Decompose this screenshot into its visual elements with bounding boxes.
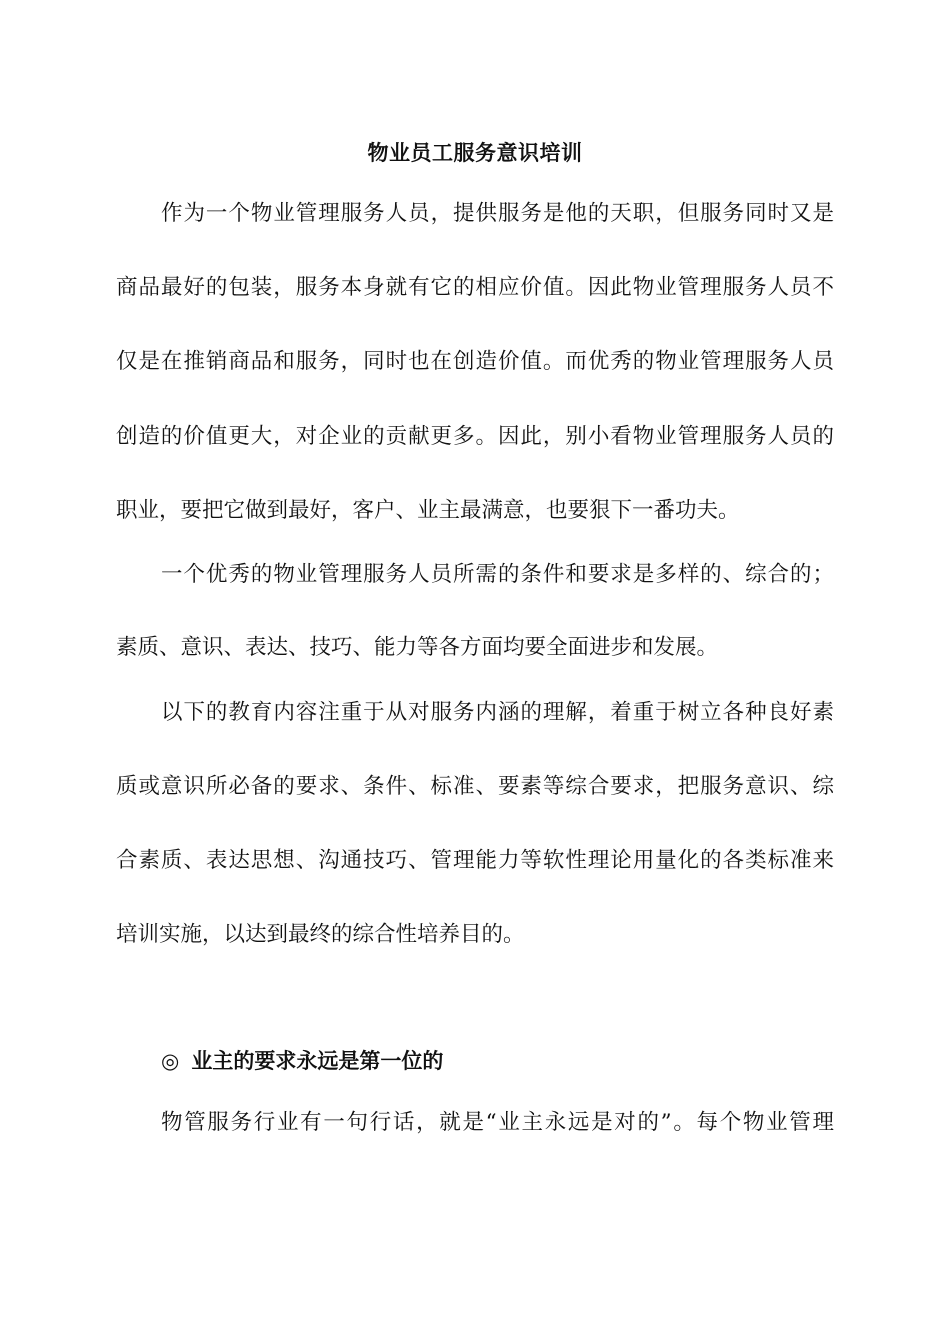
paragraph-3-line-3: 合素质、表达思想、沟通技巧、管理能力等软性理论用量化的各类标准来 (116, 848, 834, 873)
paragraph-1-line-4: 创造的价值更大，对企业的贡献更多。因此，别小看物业管理服务人员的 (116, 424, 834, 449)
document-title: 物业员工服务意识培训 (367, 141, 583, 165)
section-heading-text: 业主的要求永远是第一位的 (191, 1049, 444, 1073)
paragraph-3-line-1: 以下的教育内容注重于从对服务内涵的理解，着重于树立各种良好素 (161, 700, 834, 725)
paragraph-1-line-3: 仅是在推销商品和服务，同时也在创造价值。而优秀的物业管理服务人员 (116, 349, 834, 374)
paragraph-2-line-1: 一个优秀的物业管理服务人员所需的条件和要求是多样的、综合的； (161, 562, 834, 587)
paragraph-1-line-5: 职业，要把它做到最好，客户、业主最满意，也要狠下一番功夫。 (116, 498, 740, 523)
bullseye-icon: ◎ (161, 1049, 180, 1073)
paragraph-2-line-2: 素质、意识、表达、技巧、能力等各方面均要全面进步和发展。 (116, 635, 719, 660)
paragraph-1-line-2: 商品最好的包装，服务本身就有它的相应价值。因此物业管理服务人员不 (116, 275, 834, 300)
paragraph-3-line-2: 质或意识所必备的要求、条件、标准、要素等综合要求，把服务意识、综 (116, 774, 834, 799)
section-line-1: 物管服务行业有一句行话，就是“业主永远是对的”。每个物业管理 (161, 1110, 834, 1135)
section-heading (161, 1046, 443, 1076)
paragraph-1-line-1: 作为一个物业管理服务人员，提供服务是他的天职，但服务同时又是 (161, 201, 834, 226)
paragraph-3-line-4: 培训实施，以达到最终的综合性培养目的。 (116, 922, 525, 947)
